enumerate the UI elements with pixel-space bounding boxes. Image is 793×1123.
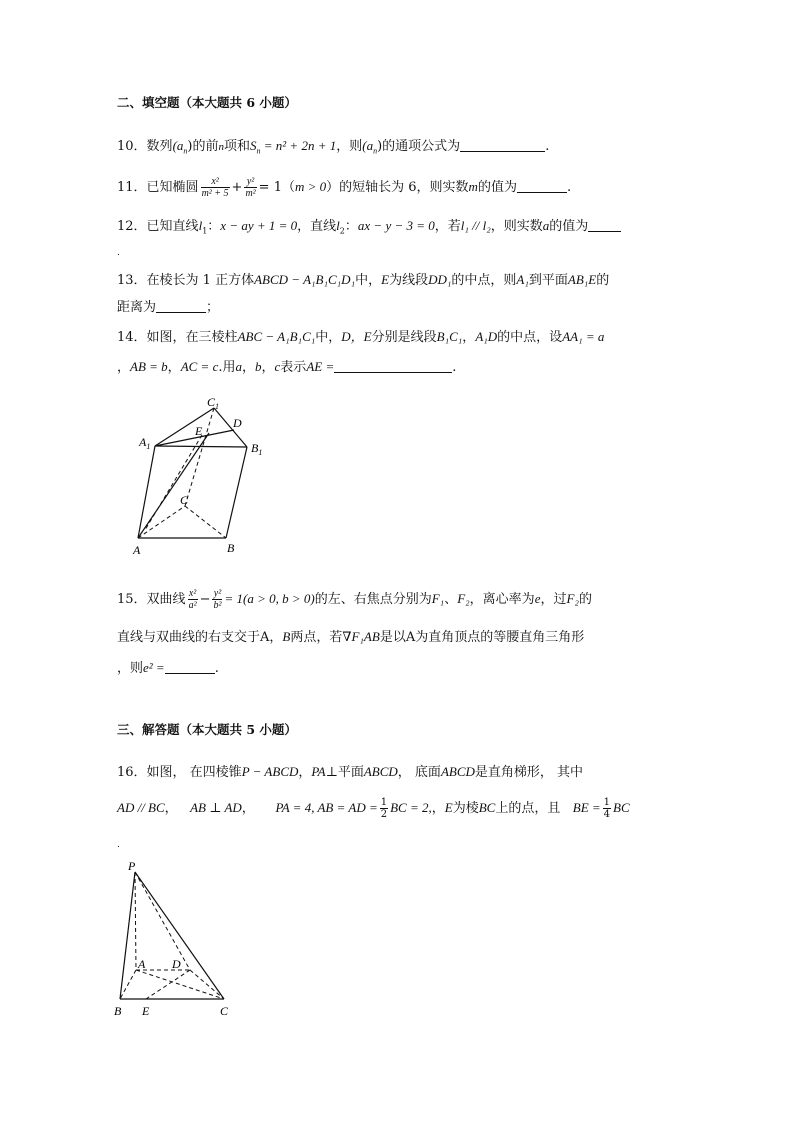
question-15-line2	[117, 628, 584, 647]
text: 如图，在三棱柱	[146, 330, 238, 345]
math: +	[231, 180, 243, 195]
edge-P-B	[120, 872, 135, 999]
text: ，过	[540, 592, 567, 607]
math: a	[235, 359, 242, 374]
math: B₁C₁	[436, 329, 463, 344]
label-C: C	[220, 1004, 229, 1018]
math: )	[187, 139, 193, 154]
edge-B-B1	[226, 447, 247, 538]
answer-blank[interactable]	[156, 300, 206, 313]
text: ，离心率为	[469, 592, 535, 607]
text: ；	[206, 300, 220, 315]
text: 已知直线	[146, 219, 199, 234]
question-13-line2	[117, 299, 219, 317]
edge-P-C	[135, 872, 224, 999]
text: ，	[241, 360, 255, 375]
text: 的中点，则	[451, 273, 517, 288]
math: A	[405, 630, 416, 645]
label-C1: $C_1$	[207, 395, 220, 411]
question-15-line3	[117, 659, 219, 678]
math: ABCD − A₁B₁C₁D₁	[254, 272, 356, 287]
question-number: 12．	[117, 219, 147, 234]
math: AD // BC	[117, 800, 165, 815]
text: 分别是线段	[371, 330, 437, 345]
answer-blank[interactable]	[460, 139, 545, 152]
fraction	[212, 588, 222, 611]
math: F₂	[457, 591, 470, 606]
hidden-edge-C-B	[185, 506, 226, 538]
math: ABC − A₁B₁C₁	[237, 329, 316, 344]
text: 中，	[315, 330, 342, 345]
question-14-line2	[117, 358, 456, 377]
math: BC = 2,	[390, 800, 432, 815]
label-B: B	[114, 1004, 122, 1018]
text: ，直线	[297, 219, 337, 234]
edge-A-A1	[138, 446, 155, 538]
math: E	[381, 272, 390, 287]
text: 在棱长为 1 正方体	[146, 273, 255, 288]
text: 数列	[146, 139, 173, 154]
text: ，	[164, 801, 191, 816]
label-E: E	[195, 424, 203, 438]
question-12: 12．已知直线$l_1$：x − ay + 1 = 0，直线$l_2$：ax − y − 3 = 0，若l₁ // l₂，则实数a的值为	[117, 217, 621, 241]
answer-blank[interactable]	[165, 661, 215, 674]
math: B	[282, 629, 291, 644]
hidden-edge-A-C	[136, 970, 224, 999]
edge-C1-B1	[214, 408, 247, 447]
label-B1: $B_1$	[251, 441, 263, 457]
text: 为直角顶点的等腰直角三角形	[415, 630, 585, 645]
text: 的通项公式为	[382, 139, 461, 154]
prism-figure	[125, 390, 285, 560]
text: ）的短轴长为 6，则实数	[326, 180, 469, 195]
text: .	[117, 248, 120, 258]
question-12-tail	[117, 244, 120, 262]
text: 如图， 在四棱锥	[146, 765, 242, 780]
math: F₂	[566, 591, 579, 606]
text: ，	[298, 765, 312, 780]
answer-blank[interactable]	[517, 180, 567, 193]
hidden-edge-P-D	[135, 872, 190, 970]
label-P: P	[128, 859, 136, 873]
text: ， 底面	[397, 765, 441, 780]
text: ，则	[117, 661, 144, 676]
text: = 1（	[258, 180, 295, 195]
pyramid-figure	[110, 858, 240, 1023]
text: 是以	[379, 630, 406, 645]
label-E: E	[142, 1004, 150, 1018]
text: .	[452, 360, 457, 375]
text: 的值为	[477, 180, 517, 195]
math: ABCD	[363, 764, 398, 779]
text: ，	[269, 630, 283, 645]
math: ax − y − 3 = 0	[357, 218, 435, 233]
text: ，若	[434, 219, 461, 234]
text: 中，	[355, 273, 382, 288]
text: 为线段	[389, 273, 429, 288]
label-A: A	[138, 957, 146, 971]
hidden-edge-C-C1	[185, 408, 214, 506]
math: l	[198, 218, 203, 233]
math: n	[183, 146, 188, 156]
math: e	[534, 591, 541, 606]
math: e² =	[143, 660, 165, 675]
math: = 1(a > 0, b > 0)	[224, 591, 315, 606]
text: .	[117, 840, 120, 850]
math: l	[336, 218, 340, 233]
vector-expression: AB = b	[130, 359, 168, 374]
numerator: y²	[213, 588, 222, 599]
math: PA	[311, 764, 326, 779]
text: ：	[344, 219, 358, 234]
text: ，则	[336, 139, 363, 154]
question-13	[117, 271, 609, 290]
vector-expression: AA₁ = a	[562, 329, 605, 344]
math: = n² + 2n + 1	[260, 138, 337, 153]
question-15	[117, 588, 592, 611]
hidden-edge-E-A	[145, 435, 202, 530]
question-10: 10．数列$(a_n)$的前n项和$S_n = n^2 + 2n + 1$，则$(a_n)$的通项公式为 .	[117, 138, 550, 156]
text: ，	[261, 360, 275, 375]
numerator: 1	[603, 797, 611, 808]
math: n	[218, 141, 224, 153]
label-A: A	[133, 543, 141, 557]
math: PA = 4, AB = AD =	[275, 800, 378, 815]
text: ，	[117, 360, 131, 375]
text: 是直角梯形， 其中	[474, 765, 584, 780]
section-2-title	[117, 94, 297, 112]
denominator: 2	[380, 809, 388, 820]
text: .	[545, 139, 550, 154]
answer-blank[interactable]	[334, 360, 452, 373]
question-number: 10．	[117, 139, 147, 154]
text: 已知椭圆	[146, 180, 199, 195]
section-title-text: 三、解答题（本大题共 5 小题）	[117, 722, 297, 737]
label-C: C	[180, 493, 189, 507]
question-16	[117, 763, 583, 782]
math: A	[260, 630, 270, 645]
text: 到平面	[528, 273, 568, 288]
math: (a	[172, 138, 184, 153]
math: DD₁	[428, 272, 452, 287]
fraction	[603, 797, 611, 820]
hidden-edge-D-E	[146, 970, 190, 999]
question-16-tail	[117, 836, 120, 854]
vector-expression: AE =	[306, 359, 335, 374]
text: ，	[167, 360, 181, 375]
question-number: 14．	[117, 330, 147, 345]
math: BC	[613, 800, 630, 815]
math: m	[468, 179, 478, 194]
numerator: y²	[244, 176, 256, 188]
fraction	[188, 588, 198, 611]
label-D: D	[172, 957, 181, 971]
math: m > 0	[294, 179, 327, 194]
text: 两点，若	[290, 630, 343, 645]
math: l₁ // l₂	[460, 218, 491, 233]
math: S	[250, 138, 257, 153]
text: 表示	[280, 360, 307, 375]
numerator: 1	[380, 797, 388, 808]
text: 的中点，设	[497, 330, 563, 345]
math: D，E	[341, 329, 372, 344]
text: ：	[207, 219, 221, 234]
text: .	[566, 180, 572, 195]
text: .	[214, 661, 219, 676]
text: 项和	[224, 139, 251, 154]
text: 的	[578, 592, 592, 607]
text: ，	[431, 801, 445, 816]
denominator: b²	[213, 600, 222, 611]
math: E	[444, 800, 453, 815]
text: ，	[462, 330, 476, 345]
math: x − ay + 1 = 0	[220, 218, 298, 233]
fraction	[244, 176, 256, 199]
text: 的左、右焦点分别为	[314, 592, 432, 607]
question-number: 16．	[117, 765, 147, 780]
numerator: x²	[188, 588, 197, 599]
label-B: B	[227, 541, 235, 555]
answer-blank[interactable]	[588, 219, 621, 232]
text: ，则实数	[490, 219, 543, 234]
question-11	[117, 176, 571, 199]
text: 的值为	[549, 219, 589, 234]
label-D: D	[233, 416, 242, 430]
vector-expression: AC = c	[180, 359, 219, 374]
math: P − ABCD	[241, 764, 299, 779]
hidden-edge-A-C	[138, 506, 185, 538]
question-number: 11．	[117, 180, 147, 195]
math: AB₁E	[567, 272, 597, 287]
math: ABCD	[440, 764, 475, 779]
denominator: m²	[245, 188, 256, 199]
math: BE =	[572, 800, 601, 815]
math: c	[274, 359, 281, 374]
text: ⊥平面	[325, 765, 364, 780]
section-title-text: 二、填空题（本大题共 6 小题）	[117, 95, 297, 110]
fraction	[201, 176, 230, 199]
math: b	[255, 359, 262, 374]
text: 直线与双曲线的右支交于	[117, 630, 261, 645]
hidden-edge-P-A	[135, 872, 136, 970]
math: ∇F₁AB	[342, 629, 380, 644]
math: −	[199, 592, 211, 607]
fraction	[380, 797, 388, 820]
math: A₁D	[475, 329, 498, 344]
text: .用	[218, 360, 236, 375]
text: 的	[596, 273, 610, 288]
question-number: 13．	[117, 273, 147, 288]
section-3-title	[117, 721, 297, 739]
question-16-line2	[117, 797, 630, 820]
denominator: a²	[188, 600, 197, 611]
question-number: 15．	[117, 592, 147, 607]
label-A1: $A_1$	[139, 435, 151, 451]
math: A₁	[516, 272, 529, 287]
text: 双曲线	[146, 592, 186, 607]
text: 为棱	[452, 801, 479, 816]
question-14	[117, 328, 604, 347]
math: AB ⊥ AD	[190, 800, 242, 815]
text: ，	[241, 801, 276, 816]
numerator: x²	[201, 176, 230, 188]
text: 的前	[192, 139, 219, 154]
math: BC	[478, 800, 496, 815]
math: a	[542, 218, 550, 233]
denominator: m² + 5	[201, 188, 229, 199]
text: 、	[444, 592, 458, 607]
text: 距离为	[117, 300, 157, 315]
text: 上的点，且	[495, 801, 573, 816]
math: F₁	[431, 591, 445, 606]
edge-A1-B1	[155, 446, 247, 447]
denominator: 4	[603, 809, 611, 820]
